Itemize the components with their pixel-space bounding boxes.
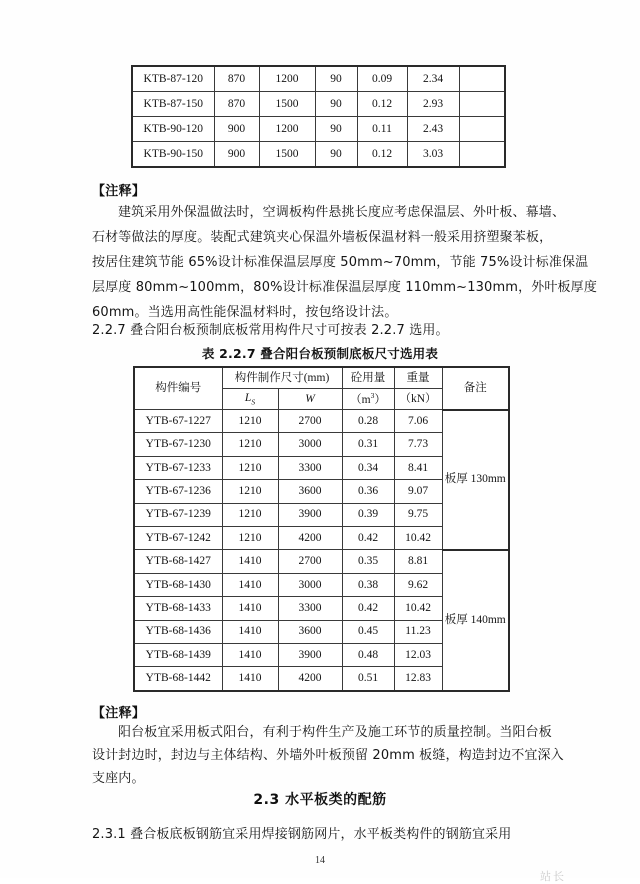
cell-volume: 0.11 (357, 117, 407, 142)
ytb-dimensions-table (133, 366, 510, 692)
cell-ls: 900 (214, 142, 259, 168)
cell-weight: 8.81 (394, 550, 442, 573)
cell-weight: 2.34 (407, 66, 459, 92)
cell-code: YTB-68-1433 (134, 597, 222, 620)
cell-weight: 12.83 (394, 667, 442, 691)
table-row (132, 142, 505, 168)
ktb-table-body (132, 66, 505, 167)
cell-h: 90 (315, 117, 357, 142)
cell-code: KTB-90-120 (132, 117, 214, 142)
volume-unit-close: ） (374, 393, 386, 406)
cell-ls: 1210 (222, 410, 278, 433)
cell-h: 90 (315, 92, 357, 117)
cell-code: YTB-67-1230 (134, 433, 222, 456)
cell-w: 3000 (278, 433, 342, 456)
cell-volume: 0.38 (342, 573, 394, 596)
cell-w: 2700 (278, 410, 342, 433)
section-heading-2-3: 2.3 水平板类的配筋 (253, 792, 387, 808)
cell-volume: 0.35 (342, 550, 394, 573)
note-one-line-4: 层厚度 80mm~100mm，80%设计标准保温层厚度 110mm~130mm，外叶板厚度 (92, 280, 597, 295)
cell-volume: 0.12 (357, 142, 407, 168)
ytb-table-body (134, 410, 509, 691)
note-two-line-2: 设计封边时，封边与主体结构、外墙外叶板预留 20mm 板缝，构造封边不宜深入 (92, 748, 564, 763)
cell-code: YTB-68-1439 (134, 643, 222, 666)
page-number: 14 (315, 855, 325, 866)
cell-volume: 0.09 (357, 66, 407, 92)
cell-w: 3300 (278, 597, 342, 620)
cell-ls: 1210 (222, 526, 278, 549)
note-one-body (92, 200, 597, 325)
header-ls-symbol: L (244, 391, 252, 404)
ktb-dimensions-table (131, 65, 506, 168)
cell-code: YTB-67-1236 (134, 480, 222, 503)
note-two-body (92, 721, 564, 790)
note-one-line-1: 建筑采用外保温做法时，空调板构件悬挑长度应考虑保温层、外叶板、幕墙、 (118, 205, 566, 220)
header-weight: 重量 (394, 367, 442, 389)
cell-ls: 1410 (222, 597, 278, 620)
header-code: 构件编号 (134, 367, 222, 410)
cell-code: YTB-68-1436 (134, 620, 222, 643)
cell-remark (459, 142, 505, 168)
note-two-line-3: 支座内。 (92, 771, 145, 786)
cell-h: 90 (315, 66, 357, 92)
cell-w: 4200 (278, 667, 342, 691)
cell-weight: 10.42 (394, 597, 442, 620)
cell-w: 2700 (278, 550, 342, 573)
cell-ls: 1410 (222, 643, 278, 666)
volume-unit-open: （m (350, 393, 371, 406)
cell-ls: 1410 (222, 550, 278, 573)
cell-volume: 0.36 (342, 480, 394, 503)
cell-volume: 0.42 (342, 597, 394, 620)
table-row (132, 66, 505, 92)
cell-h: 90 (315, 142, 357, 168)
cell-w: 1500 (259, 142, 315, 168)
cell-code: YTB-68-1430 (134, 573, 222, 596)
cell-code: KTB-87-150 (132, 92, 214, 117)
cell-weight: 2.43 (407, 117, 459, 142)
header-w-symbol: W (305, 392, 315, 405)
cell-volume: 0.12 (357, 92, 407, 117)
cell-volume: 0.51 (342, 667, 394, 691)
cell-code: YTB-68-1442 (134, 667, 222, 691)
table-row (134, 410, 509, 433)
cell-weight: 7.73 (394, 433, 442, 456)
cell-weight: 12.03 (394, 643, 442, 666)
cell-volume: 0.28 (342, 410, 394, 433)
cell-w: 1200 (259, 117, 315, 142)
note-one-line-2: 石材等做法的厚度。装配式建筑夹心保温外墙板保温材料一般采用挤塑聚苯板， (92, 230, 553, 245)
cell-weight: 8.41 (394, 456, 442, 479)
cell-ls: 870 (214, 66, 259, 92)
cell-weight: 9.62 (394, 573, 442, 596)
cell-weight: 2.93 (407, 92, 459, 117)
cell-volume: 0.34 (342, 456, 394, 479)
cell-remark (459, 66, 505, 92)
cell-group-remark: 板厚 130mm (442, 410, 509, 550)
note-one-line-3: 按居住建筑节能 65%设计标准保温层厚度 50mm~70mm，节能 75%设计标准保温 (92, 255, 589, 270)
cell-remark (459, 92, 505, 117)
header-dims-group: 构件制作尺寸(mm) (222, 367, 342, 389)
cell-ls: 1210 (222, 456, 278, 479)
cell-volume: 0.48 (342, 643, 394, 666)
volume-unit-exponent: 3 (370, 390, 375, 400)
cell-ls: 1210 (222, 503, 278, 526)
note-two-line-1: 阳台板宜采用板式阳台，有利于构件生产及施工环节的质量控制。当阳台板 (118, 725, 552, 740)
cell-volume: 0.42 (342, 526, 394, 549)
header-ls (222, 389, 278, 410)
header-volume: 砼用量 (342, 367, 394, 389)
cell-weight: 3.03 (407, 142, 459, 168)
clause-2-2-7: 2.2.7 叠合阳台板预制底板常用构件尺寸可按表 2.2.7 选用。 (92, 323, 449, 338)
header-remark: 备注 (442, 367, 509, 410)
table-caption-2-2-7: 表 2.2.7 叠合阳台板预制底板尺寸选用表 (201, 346, 439, 361)
cell-ls: 1410 (222, 667, 278, 691)
table-row (132, 92, 505, 117)
cell-remark (459, 117, 505, 142)
cell-w: 1200 (259, 66, 315, 92)
cell-code: YTB-67-1242 (134, 526, 222, 549)
cell-weight: 9.07 (394, 480, 442, 503)
cell-w: 3900 (278, 503, 342, 526)
cell-w: 3000 (278, 573, 342, 596)
cell-code: KTB-87-120 (132, 66, 214, 92)
cell-code: YTB-67-1227 (134, 410, 222, 433)
cell-ls: 870 (214, 92, 259, 117)
clause-2-3-1: 2.3.1 叠合板底板钢筋宜采用焊接钢筋网片，水平板类构件的钢筋宜采用 (92, 827, 512, 842)
table-row (132, 117, 505, 142)
cell-w: 3600 (278, 480, 342, 503)
cell-ls: 1210 (222, 480, 278, 503)
table-row (134, 550, 509, 573)
cell-ls: 1410 (222, 620, 278, 643)
ytb-table-header (134, 367, 509, 410)
cell-w: 1500 (259, 92, 315, 117)
cell-ls: 1410 (222, 573, 278, 596)
note-one-line-5: 60mm。当选用高性能保温材料时，按包络设计法。 (92, 305, 398, 320)
note-label-one: 【注释】 (92, 184, 146, 199)
cell-w: 3300 (278, 456, 342, 479)
cell-volume: 0.39 (342, 503, 394, 526)
cell-group-remark: 板厚 140mm (442, 550, 509, 691)
cell-code: YTB-67-1233 (134, 456, 222, 479)
header-weight-unit: （kN） (394, 389, 442, 410)
header-volume-unit (342, 389, 394, 410)
note-label-two: 【注释】 (92, 706, 146, 721)
cell-weight: 9.75 (394, 503, 442, 526)
cell-volume: 0.31 (342, 433, 394, 456)
watermark-text: 站长 (540, 870, 566, 883)
header-row-top (134, 367, 509, 389)
cell-weight: 11.23 (394, 620, 442, 643)
cell-volume: 0.45 (342, 620, 394, 643)
cell-w: 3900 (278, 643, 342, 666)
cell-weight: 7.06 (394, 410, 442, 433)
cell-code: YTB-68-1427 (134, 550, 222, 573)
header-w (278, 389, 342, 410)
cell-ls: 1210 (222, 433, 278, 456)
cell-w: 3600 (278, 620, 342, 643)
cell-w: 4200 (278, 526, 342, 549)
cell-code: YTB-67-1239 (134, 503, 222, 526)
cell-code: KTB-90-150 (132, 142, 214, 168)
header-ls-subscript: S (251, 397, 256, 407)
cell-ls: 900 (214, 117, 259, 142)
cell-weight: 10.42 (394, 526, 442, 549)
